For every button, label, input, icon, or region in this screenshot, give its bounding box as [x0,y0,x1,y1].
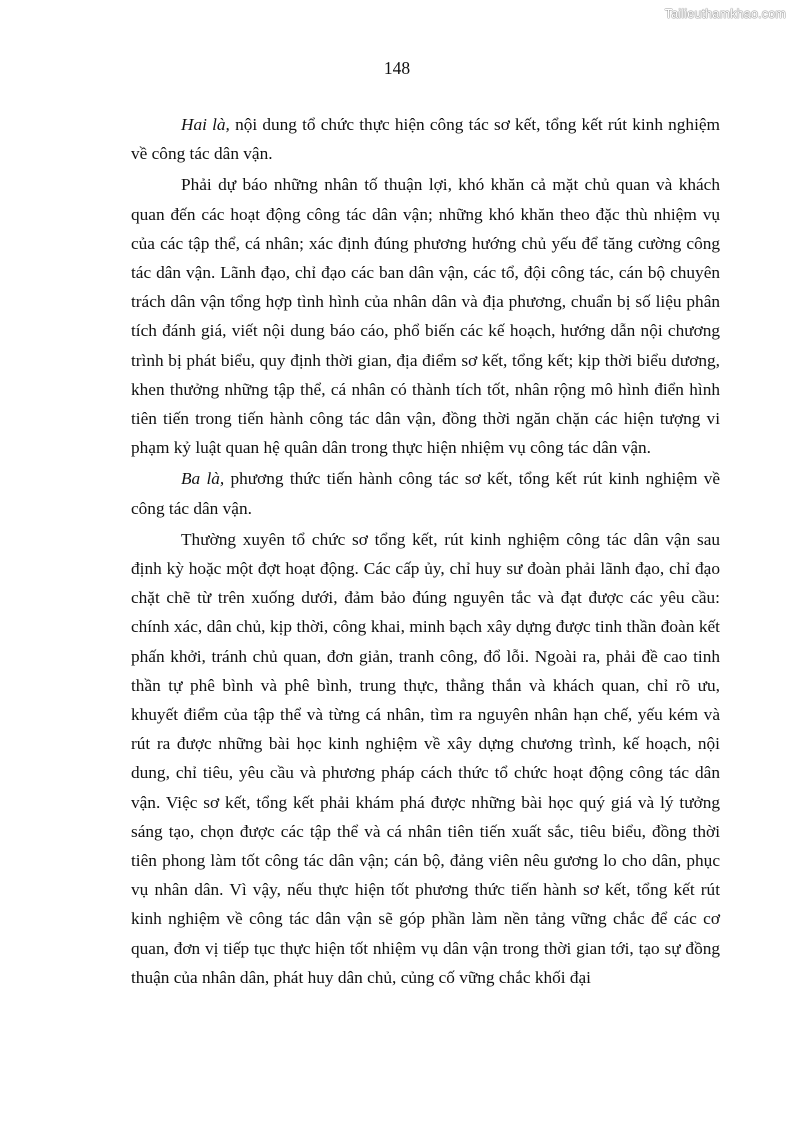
watermark: Tailieuthamkhao.com [664,7,786,21]
paragraph-text: Thường xuyên tổ chức sơ tổng kết, rút kinh nghiệm công tác dân vận sau định kỳ hoặc một đợt hoạt động. Các cấp ủy, chỉ huy sư đoàn phải lãnh đạo, chỉ đạo chặt chẽ từ trên xuống dưới, đảm bảo đúng nguyên tắc và đạt được các yêu cầu: chính xác, dân chủ, kịp thời, công khai, minh bạch xây dựng được tinh thần đoàn kết phấn khởi, tránh chủ quan, đơn giản, tranh công, đổ lỗi. Ngoài ra, phải đề cao tinh thần tự phê bình và phê bình, trung thực, thẳng thắn và khách quan, chỉ rõ ưu, khuyết điểm của tập thể và từng cá nhân, tìm ra nguyên nhân hạn chế, yếu kém và rút ra được những bài học kinh nghiệm về xây dựng chương trình, kế hoạch, nội dung, chỉ tiêu, yêu cầu và phương pháp cách thức tổ chức hoạt động công tác dân vận. Việc sơ kết, tổng kết phải khám phá được những bài học quý giá và lý tưởng sáng tạo, chọn được các tập thể và cá nhân tiên tiến xuất sắc, tiêu biểu, đồng thời tiên phong làm tốt công tác dân vận; cán bộ, đảng viên nêu gương lo cho dân, phục vụ nhân dân. Vì vậy, nếu thực hiện tốt phương thức tiến hành sơ kết, tổng kết rút kinh nghiệm về công tác dân vận sẽ góp phần làm nền tảng vững chắc để các cơ quan, đơn vị tiếp tục thực hiện tốt nhiệm vụ dân vận trong thời gian tới, tạo sự đồng thuận của nhân dân, phát huy dân chủ, củng cố vững chắc khối đại [131,529,720,987]
paragraph-text: Phải dự báo những nhân tố thuận lợi, khó khăn cả mặt chủ quan và khách quan đến các hoạt động công tác dân vận; những khó khăn theo đặc thù nhiệm vụ của các tập thể, cá nhân; xác định đúng phương hướng chủ yếu để tăng cường công tác dân vận. Lãnh đạo, chỉ đạo các ban dân vận, các tổ, đội công tác, cán bộ chuyên trách dân vận tổng hợp tình hình của nhân dân và địa phương, chuẩn bị số liệu phân tích đánh giá, viết nội dung báo cáo, phổ biến các kế hoạch, hướng dẫn nội chương trình bị phát biểu, quy định thời gian, địa điểm sơ kết, tổng kết; kịp thời biểu dương, khen thưởng những tập thể, cá nhân có thành tích tốt, nhân rộng mô hình điển hình tiên tiến trong tiến hành công tác dân vận, đồng thời ngăn chặn các hiện tượng vi phạm kỷ luật quan hệ quân dân trong thực hiện nhiệm vụ công tác dân vận. [131,175,720,458]
paragraph-thuong-xuyen [131,525,720,992]
paragraph-lead: Ba là, [181,469,225,489]
paragraph-text: nội dung tổ chức thực hiện công tác sơ kết, tổng kết rút kinh nghiệm về công tác dân vận. [131,115,720,164]
paragraph-ba-la [131,464,720,522]
page-number: 148 [383,58,411,78]
paragraph-du-bao [131,170,720,462]
paragraph-lead: Hai là, [181,115,230,134]
paragraph-text: phương thức tiến hành công tác sơ kết, tổng kết rút kinh nghiệm về công tác dân vận. [131,469,721,518]
document-body [131,110,720,992]
paragraph-hai-la [131,110,720,168]
